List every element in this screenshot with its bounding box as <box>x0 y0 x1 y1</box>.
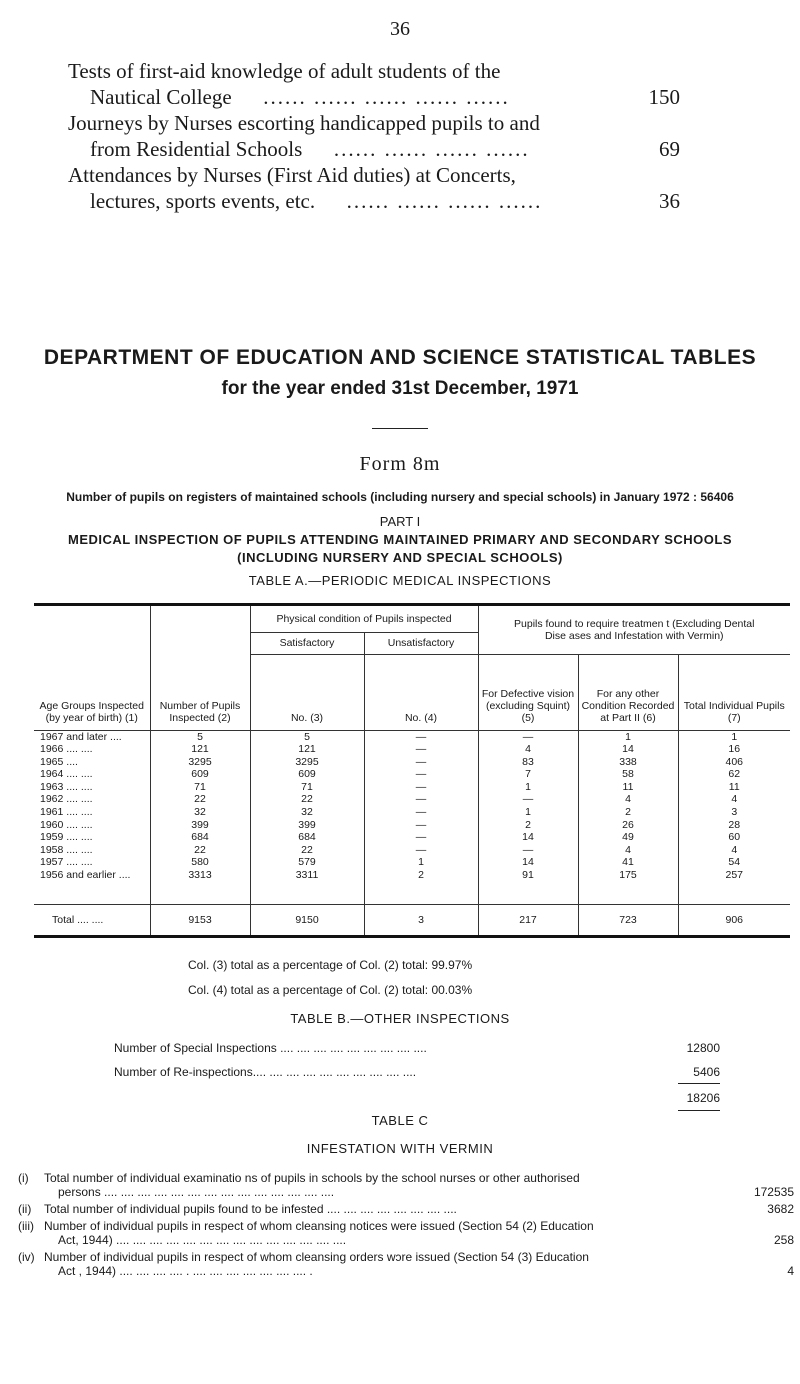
medical-inspection-subtitle: (INCLUDING NURSERY AND SPECIAL SCHOOLS) <box>237 550 563 565</box>
cell-defective-vision: 1 <box>478 781 578 794</box>
table-row <box>34 831 790 844</box>
department-title: DEPARTMENT OF EDUCATION AND SCIENCE STATISTICAL TABLES <box>43 346 757 369</box>
table-b-title: TABLE B.—OTHER INSPECTIONS <box>290 1011 510 1026</box>
cell-age: 1965 .... <box>40 755 78 768</box>
vermin-item-text: Total number of individual examinatio ns of pupils in schools by the school nurses or other authorised <box>44 1171 580 1185</box>
cell-satisfactory: 399 <box>250 819 364 832</box>
cell-age: 1957 .... .... <box>40 856 93 869</box>
table-row <box>34 844 790 857</box>
intro-item-line2: from Residential Schools <box>90 137 303 161</box>
cell-defective-vision: 4 <box>478 743 578 756</box>
intro-item-first-aid-tests <box>68 58 680 110</box>
vermin-item-number: (i) <box>18 1171 29 1185</box>
table-c-subtitle: INFESTATION WITH VERMIN <box>306 1141 494 1156</box>
table-total-row <box>34 904 790 935</box>
cell-age: 1959 .... .... <box>40 831 93 844</box>
cell-other-condition: 14 <box>578 743 678 756</box>
cell-defective-vision: 14 <box>478 831 578 844</box>
header-col4: No. (4) <box>364 654 478 730</box>
cell-age: 1966 .... .... <box>40 743 93 756</box>
cell-other-condition: 1 <box>578 730 678 743</box>
vermin-item-value: 4 <box>787 1264 794 1278</box>
vermin-item-text: Number of individual pupils in respect of whom cleansing notices were issued (Section 54 (2) Education <box>44 1219 594 1233</box>
table-row <box>34 730 790 743</box>
cell-other-condition: 175 <box>578 869 678 882</box>
cell-satisfactory: 22 <box>250 793 364 806</box>
vermin-item-text-cont: persons .... .... .... .... .... .... .... .... .... .... .... .... .... .... <box>58 1185 335 1199</box>
table-row <box>34 756 790 769</box>
cell-unsatisfactory: 2 <box>364 869 478 882</box>
sum-rule <box>678 1110 720 1111</box>
cell-unsatisfactory: — <box>364 806 478 819</box>
cell-age: 1960 .... .... <box>40 818 93 831</box>
intro-item-nurse-journeys <box>68 110 680 162</box>
vermin-item <box>18 1250 794 1278</box>
cell-satisfactory: 3311 <box>250 869 364 882</box>
cell-satisfactory: 579 <box>250 856 364 869</box>
col4-percentage-note: Col. (4) total as a percentage of Col. (2) total: 00.03% <box>188 983 473 997</box>
header-total-individual: Total Individual Pupils (7) <box>678 654 790 730</box>
section-divider <box>372 428 428 429</box>
cell-unsatisfactory: — <box>364 756 478 769</box>
vermin-item-value: 172535 <box>753 1185 794 1199</box>
header-age-groups: Age Groups Inspected (by year of birth) (1) <box>34 606 150 730</box>
cell-unsatisfactory: — <box>364 793 478 806</box>
cell-age: 1962 .... .... <box>40 793 93 806</box>
vermin-item-number: (iv) <box>18 1250 35 1264</box>
cell-other-condition: 41 <box>578 856 678 869</box>
cell-satisfactory: 121 <box>250 743 364 756</box>
cell-defective-vision: — <box>478 793 578 806</box>
cell-total-inspected: 9153 <box>150 904 250 935</box>
cell-unsatisfactory: — <box>364 781 478 794</box>
header-defective-vision: For Defective vision (excluding Squint) (5) <box>478 654 578 730</box>
cell-unsatisfactory: — <box>364 743 478 756</box>
cell-total-individual: 28 <box>678 819 790 832</box>
vermin-item <box>18 1219 794 1247</box>
special-inspections-row <box>114 1041 720 1055</box>
cell-satisfactory: 22 <box>250 844 364 857</box>
intro-item-dots: ...... ...... ...... ...... <box>346 189 543 213</box>
cell-total-individual: 4 <box>678 844 790 857</box>
vermin-item-text: Total number of individual pupils found to be infested .... .... .... .... .... .... .... .... <box>44 1202 457 1216</box>
cell-other-condition: 2 <box>578 806 678 819</box>
intro-item-value: 36 <box>659 189 680 213</box>
vermin-item-value: 3682 <box>767 1202 794 1216</box>
cell-unsatisfactory: — <box>364 768 478 781</box>
cell-satisfactory: 3295 <box>250 756 364 769</box>
cell-defective-vision: 2 <box>478 819 578 832</box>
cell-total-defective-vision: 217 <box>478 904 578 935</box>
cell-defective-vision: — <box>478 844 578 857</box>
cell-other-condition: 58 <box>578 768 678 781</box>
intro-item-value: 150 <box>648 85 680 109</box>
cell-unsatisfactory: — <box>364 819 478 832</box>
table-row <box>34 781 790 794</box>
vermin-item-value: 258 <box>773 1233 794 1247</box>
cell-other-condition: 49 <box>578 831 678 844</box>
cell-inspected: 71 <box>150 781 250 794</box>
cell-total-individual: 3 <box>678 806 790 819</box>
cell-age: 1956 and earlier .... <box>40 869 131 882</box>
cell-unsatisfactory: — <box>364 831 478 844</box>
intro-item-dots: ...... ...... ...... ...... ...... <box>263 85 510 109</box>
table-row <box>34 806 790 819</box>
cell-defective-vision: 83 <box>478 756 578 769</box>
cell-total-individual: 54 <box>678 856 790 869</box>
cell-inspected: 609 <box>150 768 250 781</box>
cell-unsatisfactory: — <box>364 730 478 743</box>
intro-item-line2: lectures, sports events, etc. <box>90 189 316 213</box>
cell-defective-vision: — <box>478 730 578 743</box>
cell-unsatisfactory: 1 <box>364 856 478 869</box>
col3-percentage-note: Col. (3) total as a percentage of Col. (2) total: 99.97% <box>188 958 473 972</box>
cell-other-condition: 11 <box>578 781 678 794</box>
table-row <box>34 768 790 781</box>
cell-age: 1963 .... .... <box>40 780 93 793</box>
form-title: Form 8m <box>359 453 441 475</box>
table-row <box>34 743 790 756</box>
vermin-item-text: Number of individual pupils in respect of whom cleansing orders wɔre issued (Section 54 (3) Education <box>44 1250 589 1264</box>
intro-item-line1: Attendances by Nurses (First Aid duties) at Concerts, <box>68 163 516 187</box>
intro-item-line1: Journeys by Nurses escorting handicapped pupils to and <box>68 111 540 135</box>
other-inspections-total: 18206 <box>686 1091 720 1105</box>
table-a <box>34 603 790 938</box>
reinspections-row <box>114 1065 720 1079</box>
cell-total-label: Total .... .... <box>34 904 150 935</box>
cell-satisfactory: 71 <box>250 781 364 794</box>
table-row <box>34 869 790 882</box>
cell-satisfactory: 609 <box>250 768 364 781</box>
header-unsatisfactory: Unsatisfactory <box>364 632 478 654</box>
cell-inspected: 121 <box>150 743 250 756</box>
cell-total-other-condition: 723 <box>578 904 678 935</box>
cell-inspected: 22 <box>150 844 250 857</box>
intro-list <box>68 58 680 214</box>
cell-defective-vision: 1 <box>478 806 578 819</box>
cell-other-condition: 4 <box>578 793 678 806</box>
cell-total-individual: 406 <box>678 756 790 769</box>
intro-item-line1: Tests of first-aid knowledge of adult students of the <box>68 59 501 83</box>
cell-inspected: 684 <box>150 831 250 844</box>
cell-inspected: 22 <box>150 793 250 806</box>
table-bottom-rule <box>34 935 790 938</box>
header-col3: No. (3) <box>250 654 364 730</box>
cell-age: 1958 .... .... <box>40 843 93 856</box>
cell-defective-vision: 14 <box>478 856 578 869</box>
cell-satisfactory: 684 <box>250 831 364 844</box>
part-label: PART I <box>379 514 421 529</box>
cell-other-condition: 26 <box>578 819 678 832</box>
vermin-item-text-cont: Act, 1944) .... .... .... .... .... .... .... .... .... .... .... .... .... .... <box>58 1233 347 1247</box>
cell-total-satisfactory: 9150 <box>250 904 364 935</box>
vermin-item <box>18 1202 794 1216</box>
table-a-title: TABLE A.—PERIODIC MEDICAL INSPECTIONS <box>248 573 552 588</box>
department-subtitle: for the year ended 31st December, 1971 <box>221 378 579 399</box>
intro-item-value: 69 <box>659 137 680 161</box>
header-require-treatment: Pupils found to require treatmen t (Excluding Dental Dise ases and Infestation with Vermin) <box>478 606 790 654</box>
cell-inspected: 3295 <box>150 756 250 769</box>
cell-total-individual: 60 <box>678 831 790 844</box>
cell-total-individual: 11 <box>678 781 790 794</box>
cell-total-unsatisfactory: 3 <box>364 904 478 935</box>
cell-total-individual: 4 <box>678 793 790 806</box>
header-satisfactory: Satisfactory <box>250 632 364 654</box>
cell-inspected: 580 <box>150 856 250 869</box>
registers-count-line: Number of pupils on registers of maintained schools (including nursery and special schools) in January 1972 : 56406 <box>66 490 734 504</box>
special-inspections-value: 12800 <box>686 1041 720 1055</box>
cell-inspected: 3313 <box>150 869 250 882</box>
page-number: 36 <box>390 18 410 40</box>
cell-total-individual-pupils: 906 <box>678 904 790 935</box>
vermin-item-number: (iii) <box>18 1219 34 1233</box>
intro-item-line2: Nautical College <box>90 85 232 109</box>
vermin-item <box>18 1171 794 1199</box>
sum-rule <box>678 1083 720 1084</box>
reinspections-value: 5406 <box>693 1065 720 1079</box>
table-row <box>34 856 790 869</box>
vermin-item-number: (ii) <box>18 1202 32 1216</box>
cell-unsatisfactory: — <box>364 844 478 857</box>
header-other-condition: For any other Condition Recorded at Part II (6) <box>578 654 678 730</box>
cell-defective-vision: 91 <box>478 869 578 882</box>
cell-satisfactory: 5 <box>250 730 364 743</box>
cell-age: 1964 .... .... <box>40 768 93 781</box>
reinspections-label: Number of Re-inspections.... .... .... .... .... .... .... .... .... .... <box>114 1065 417 1079</box>
cell-defective-vision: 7 <box>478 768 578 781</box>
cell-total-individual: 257 <box>678 869 790 882</box>
intro-item-nurse-attendances <box>68 162 680 214</box>
cell-total-individual: 16 <box>678 743 790 756</box>
cell-inspected: 5 <box>150 730 250 743</box>
header-physical-condition: Physical condition of Pupils inspected <box>250 606 478 632</box>
table-row <box>34 793 790 806</box>
table-row <box>34 819 790 832</box>
cell-age: 1961 .... .... <box>40 806 93 819</box>
cell-satisfactory: 32 <box>250 806 364 819</box>
medical-inspection-title: MEDICAL INSPECTION OF PUPILS ATTENDING MAINTAINED PRIMARY AND SECONDARY SCHOOLS <box>67 532 732 547</box>
cell-total-individual: 62 <box>678 768 790 781</box>
vermin-item-text-cont: Act , 1944) .... .... .... .... . .... .... .... .... .... .... .... . <box>58 1264 313 1278</box>
cell-age: 1967 and later .... <box>40 730 122 743</box>
special-inspections-label: Number of Special Inspections .... .... .... .... .... .... .... .... .... <box>114 1041 427 1055</box>
periodic-inspections-table <box>34 606 790 935</box>
cell-total-individual: 1 <box>678 730 790 743</box>
cell-other-condition: 338 <box>578 756 678 769</box>
header-number-inspected: Number of Pupils Inspected (2) <box>150 606 250 730</box>
intro-item-dots: ...... ...... ...... ...... <box>333 137 530 161</box>
cell-other-condition: 4 <box>578 844 678 857</box>
cell-inspected: 399 <box>150 819 250 832</box>
table-c-title: TABLE C <box>371 1113 429 1128</box>
cell-inspected: 32 <box>150 806 250 819</box>
